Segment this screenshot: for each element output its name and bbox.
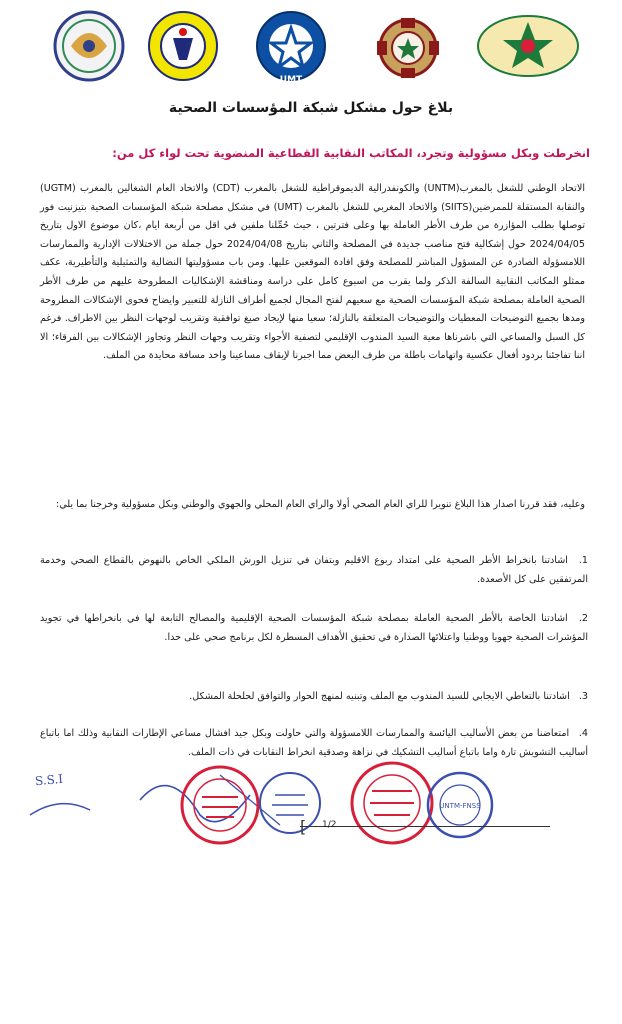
footer-divider: [300, 826, 550, 827]
document-subtitle: انخرطت وبكل مسؤولية وتجرد، المكاتب النقابية القطاعية المنضوية تحت لواء كل من:: [112, 146, 590, 160]
untm-logo: [473, 10, 583, 82]
list-item: [40, 688, 588, 707]
body-paragraph-2: وعليه، فقد قررنا اصدار هذا البلاغ تنويرا للراي العام الصحي أولا والراي العام المحلي والجهوي والوطني وبكل مسؤولية وخرجنا بما يلي:: [56, 499, 585, 510]
list-item: [40, 610, 588, 647]
union-logo-1: [49, 10, 129, 82]
gear-union-logo: [363, 10, 453, 82]
list-item-text: امتعاضنا من بعض الأساليب اليائسة والممارسات اللامسؤولة والتي حاولت وبكل جيد افشال مساعي الإطارات النقابية وذلك اما باتباع أساليب التشويش تارة واما باتباع أساليب التشكيك في نزاهة وصدقية انخراط النقابات في ذات الملف.: [40, 728, 588, 758]
list-item-number: 1.: [578, 555, 588, 566]
cdt-logo: [143, 10, 223, 82]
untm-stamp: [428, 773, 492, 837]
red-stamp: [352, 763, 432, 843]
document-title: بلاغ حول مشكل شبكة المؤسسات الصحية: [168, 100, 454, 116]
blue-stamp: [260, 773, 320, 833]
list-item-text: اشادتنا بانخراط الأطر الصحية على امتداد ربوع الاقليم وبتفان في تنزيل الورش الملكي الخاص بالنهوض بالقطاع الصحي وخدمة المرتفقين على كل الأصعدة.: [40, 555, 588, 585]
list-item-text: اشادتنا بالتعاطي الايجابي للسيد المندوب مع الملف وتبنيه لمنهج الحوار والتوافق لحلحلة المشكل.: [189, 691, 570, 702]
signature-text: S.S.I: [34, 771, 64, 789]
signature-stroke: [30, 804, 90, 815]
page-bracket: [: [300, 817, 307, 836]
svg-text:UMT: UMT: [279, 75, 303, 85]
list-item-text: اشادتنا الخاصة بالأطر الصحية العاملة بمصلحة شبكة المؤسسات الصحية الإقليمية والمصالح التابعة لها في بانخراطها في تجويد المؤشرات الصحية جهويا ووطنيا واعتلائها الصدارة في تحقيق الأهداف المسطرة لكل برنامج صحي على حدا.: [40, 613, 588, 643]
stamps-area: [20, 755, 500, 855]
list-item-number: 3.: [578, 691, 588, 702]
umt-logo: [253, 10, 329, 86]
list-item-number: 4.: [578, 728, 588, 739]
list-item: [40, 552, 588, 589]
logo-row: [45, 10, 585, 90]
body-paragraph-1: الاتحاد الوطني للشغل بالمغرب(UNTM) والكونفدرالية الديموقراطية للشغل بالمغرب (CDT) والاتحاد العام الشغالين بالمغرب (UGTM) والنقابة المستقلة للممرضين(SIITS) والاتحاد المغربي للشغل بالمغرب (UMT) في مشكل مصلحة شبكة المؤسسات الصحية بتيزنيت فور توصلها بطلب المؤازرة من طرف الأطر العاملة بها وعلى فترتين ، حيث حُمِّلنا ملفين في اقل من أربعة ايام ،كان موضوع الاول بتاريخ 2024/04/05 حول إشكالية فتح مناصب جديدة في المصلحة والثاني بتاريخ 2024/04/08 حول جملة من الاختلالات الإدارية والممارسات اللامسؤولة الصادرة عن المسؤول المباشر للمصلحة وفق افادة الموقعين عليها. ومن باب مسؤوليتها النضالية والتمثيلية والتأطيرية، عكف ممثلو المكاتب النقابية السالفة الذكر ولما يقرب من اسبوع كامل على دراسة ومناقشة الإشكاليات المطروحة عليهم من طرف الأطر الصحية العاملة بمصلحة شبكة المؤسسات الصحية مع سعيهم لفتح المجال لجميع أطراف النازلة للتعبير وايضاح فحوى الإشكالات المطروحة ومدها بجميع التوضيحات المعطيات والتوضيحات المتعلقة بالنازلة؛ سعيا منها لإيجاد صيغ توافقية وتقريب لوجهات النظر بين الاطراف. فرغم كل السبل والمساعي التي باشرناها معية السيد المندوب الإقليمي لتصفية الأجواء وتقريب وجهات النظر وتجاوز الإشكالات بين الفرقاء؛ الا اننا تفاجئنا بردود أفعال عكسية واتهامات باطلة من طرف البعض مما اجبرنا لإيقاف مساعينا واخد مسافة محايدة من الملف.: [40, 183, 586, 362]
red-stamp: [182, 767, 258, 843]
page-number: 1/2: [322, 820, 337, 830]
list-item-number: 2.: [578, 613, 588, 624]
untm-stamp-text: UNTM-FNSS: [439, 802, 481, 810]
